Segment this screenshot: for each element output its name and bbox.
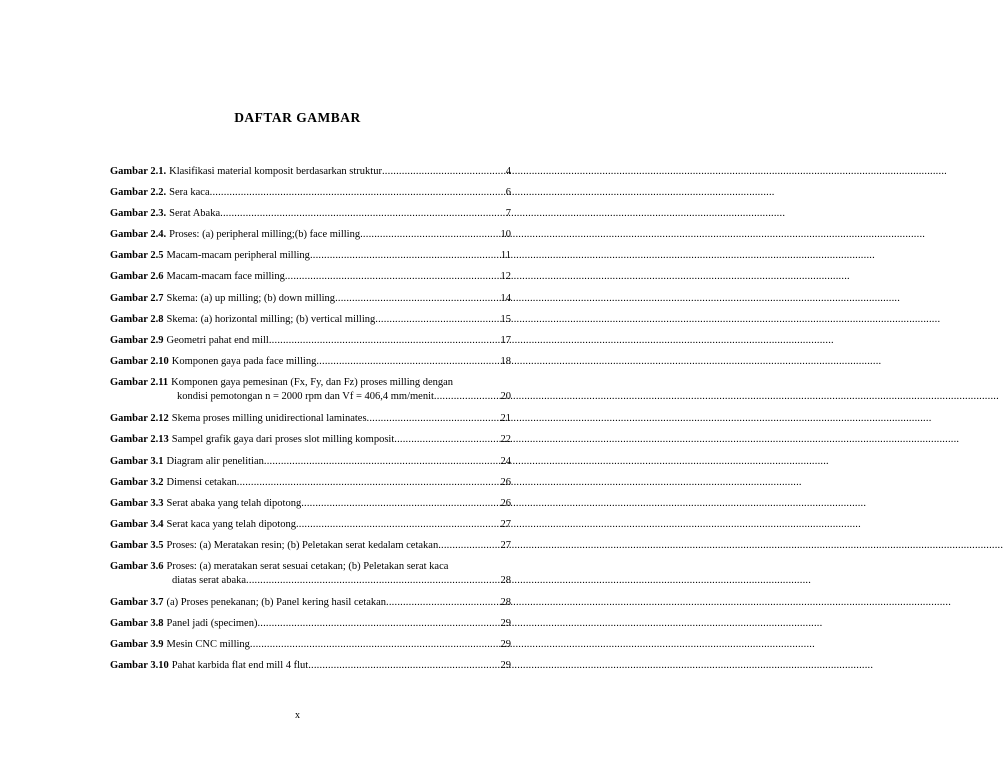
figure-label: Gambar 2.9 xyxy=(110,335,164,346)
page-number: 12 xyxy=(500,271,511,282)
list-item[interactable] xyxy=(110,249,511,262)
page-number: 17 xyxy=(500,335,511,346)
figure-caption: Sampel grafik gaya dari proses slot milling komposit xyxy=(171,434,395,445)
figure-label: Gambar 3.9 xyxy=(110,639,164,650)
figure-caption: Klasifikasi material komposit berdasarkan struktur xyxy=(169,166,382,177)
page-number: 26 xyxy=(500,477,511,488)
figure-caption-cont: diatas serat abaka xyxy=(172,575,247,586)
figure-label: Gambar 3.1 xyxy=(110,456,164,467)
list-item[interactable] xyxy=(110,207,511,220)
figure-caption: Mesin CNC milling xyxy=(166,639,250,650)
list-item[interactable] xyxy=(110,476,511,489)
leader-dots xyxy=(301,497,499,510)
page-number: 14 xyxy=(500,293,511,304)
leader-dots xyxy=(220,207,505,220)
leader-dots xyxy=(269,334,500,347)
list-item[interactable] xyxy=(110,334,511,347)
list-item[interactable] xyxy=(110,518,511,531)
list-item[interactable] xyxy=(110,292,511,305)
page-footer-number: x xyxy=(295,710,300,721)
leader-dots xyxy=(360,228,499,241)
figure-caption: Serat Abaka xyxy=(169,208,221,219)
page-number: 15 xyxy=(500,314,511,325)
leader-dots xyxy=(264,455,500,468)
list-item[interactable] xyxy=(110,560,511,587)
figure-caption: Skema: (a) horizontal milling; (b) vertical milling xyxy=(166,314,376,325)
page-number: 28 xyxy=(500,597,511,608)
page-number: 21 xyxy=(500,413,511,424)
figure-label: Gambar 2.3. xyxy=(110,208,167,219)
list-item[interactable] xyxy=(110,617,511,630)
page-number: 29 xyxy=(500,660,511,671)
leader-dots xyxy=(310,249,500,262)
page-number: 27 xyxy=(500,519,511,530)
page-number: 4 xyxy=(505,166,511,177)
figure-caption: Geometri pahat end mill xyxy=(166,335,269,346)
figure-caption: Dimensi cetakan xyxy=(166,477,237,488)
page-number: 6 xyxy=(505,187,511,198)
page-number: 22 xyxy=(500,434,511,445)
figure-caption: Proses: (a) Meratakan resin; (b) Peletakan serat kedalam cetakan xyxy=(166,540,439,551)
figure-label: Gambar 2.5 xyxy=(110,250,164,261)
list-item[interactable] xyxy=(110,313,511,326)
figure-label: Gambar 3.2 xyxy=(110,477,164,488)
figure-label: Gambar 2.2. xyxy=(110,187,167,198)
figure-caption: Skema: (a) up milling; (b) down milling xyxy=(166,293,336,304)
list-item[interactable] xyxy=(110,165,511,178)
leader-dots xyxy=(246,574,499,587)
page-number: 11 xyxy=(500,250,511,261)
list-item[interactable] xyxy=(110,659,511,672)
page-number: 28 xyxy=(500,575,511,586)
figure-caption: Serat abaka yang telah dipotong xyxy=(166,498,302,509)
figure-caption: Proses: (a) meratakan serat sesuai cetakan; (b) Peletakan serat kaca xyxy=(166,561,449,572)
figure-caption: Komponen gaya pada face milling xyxy=(171,356,317,367)
list-item[interactable] xyxy=(110,412,511,425)
leader-dots xyxy=(210,186,505,199)
figure-label: Gambar 2.8 xyxy=(110,314,164,325)
figure-label: Gambar 2.10 xyxy=(110,356,169,367)
page-number: 26 xyxy=(500,498,511,509)
list-item[interactable] xyxy=(110,638,511,651)
figure-label: Gambar 3.5 xyxy=(110,540,164,551)
leader-dots xyxy=(438,539,499,552)
figure-caption: Serat kaca yang telah dipotong xyxy=(166,519,296,530)
leader-dots xyxy=(250,638,500,651)
leader-dots xyxy=(382,165,505,178)
list-item[interactable] xyxy=(110,186,511,199)
page-number: 20 xyxy=(500,391,511,402)
leader-dots xyxy=(285,270,500,283)
figure-label: Gambar 3.10 xyxy=(110,660,169,671)
page-title: DAFTAR GAMBAR xyxy=(234,110,361,125)
page-number: 7 xyxy=(505,208,511,219)
figure-caption: Panel jadi (specimen) xyxy=(166,618,258,629)
list-item[interactable] xyxy=(110,228,511,241)
figure-caption: Komponen gaya pemesinan (Fx, Fy, dan Fz) proses milling dengan xyxy=(171,377,454,388)
page-number: 24 xyxy=(500,456,511,467)
list-item[interactable] xyxy=(110,270,511,283)
leader-dots xyxy=(367,412,500,425)
leader-dots xyxy=(296,518,500,531)
list-item[interactable] xyxy=(110,497,511,510)
list-item[interactable] xyxy=(110,596,511,609)
page-number: 10 xyxy=(500,229,511,240)
leader-dots xyxy=(375,313,499,326)
figure-label: Gambar 2.1. xyxy=(110,166,167,177)
leader-dots xyxy=(237,476,500,489)
figure-label: Gambar 2.12 xyxy=(110,413,169,424)
list-item[interactable] xyxy=(110,433,511,446)
figure-label: Gambar 3.3 xyxy=(110,498,164,509)
leader-dots xyxy=(386,596,499,609)
leader-dots xyxy=(394,433,499,446)
page-number: 29 xyxy=(500,639,511,650)
leader-dots xyxy=(308,659,499,672)
figure-label: Gambar 2.13 xyxy=(110,434,169,445)
figure-label: Gambar 3.7 xyxy=(110,597,164,608)
figure-caption: (a) Proses penekanan; (b) Panel kering hasil cetakan xyxy=(166,597,387,608)
figure-caption: Diagram alir penelitian xyxy=(166,456,264,467)
leader-dots xyxy=(434,390,500,403)
figure-label: Gambar 2.4. xyxy=(110,229,167,240)
list-item[interactable] xyxy=(110,539,511,552)
figure-caption: Skema proses milling unidirectional laminates xyxy=(171,413,367,424)
page-number: 18 xyxy=(500,356,511,367)
list-item[interactable] xyxy=(110,376,511,403)
figure-caption: Proses: (a) peripheral milling;(b) face milling xyxy=(169,229,361,240)
figure-label: Gambar 3.8 xyxy=(110,618,164,629)
figure-caption-cont: kondisi pemotongan n = 2000 rpm dan Vf = 406,4 mm/menit xyxy=(177,391,434,402)
figure-label: Gambar 2.11 xyxy=(110,377,169,388)
figure-caption: Macam-macam face milling xyxy=(166,271,285,282)
figure-label: Gambar 3.4 xyxy=(110,519,164,530)
page-number: 27 xyxy=(500,540,511,551)
figure-label: Gambar 2.6 xyxy=(110,271,164,282)
figure-caption: Macam-macam peripheral milling xyxy=(166,250,310,261)
page-number: 29 xyxy=(500,618,511,629)
leader-dots xyxy=(335,292,499,305)
figure-label: Gambar 2.7 xyxy=(110,293,164,304)
leader-dots xyxy=(316,355,499,368)
list-item[interactable] xyxy=(110,455,511,468)
figure-caption: Pahat karbida flat end mill 4 flut xyxy=(171,660,309,671)
list-item[interactable] xyxy=(110,355,511,368)
figure-caption: Sera kaca xyxy=(169,187,210,198)
figure-label: Gambar 3.6 xyxy=(110,561,164,572)
leader-dots xyxy=(257,617,499,630)
